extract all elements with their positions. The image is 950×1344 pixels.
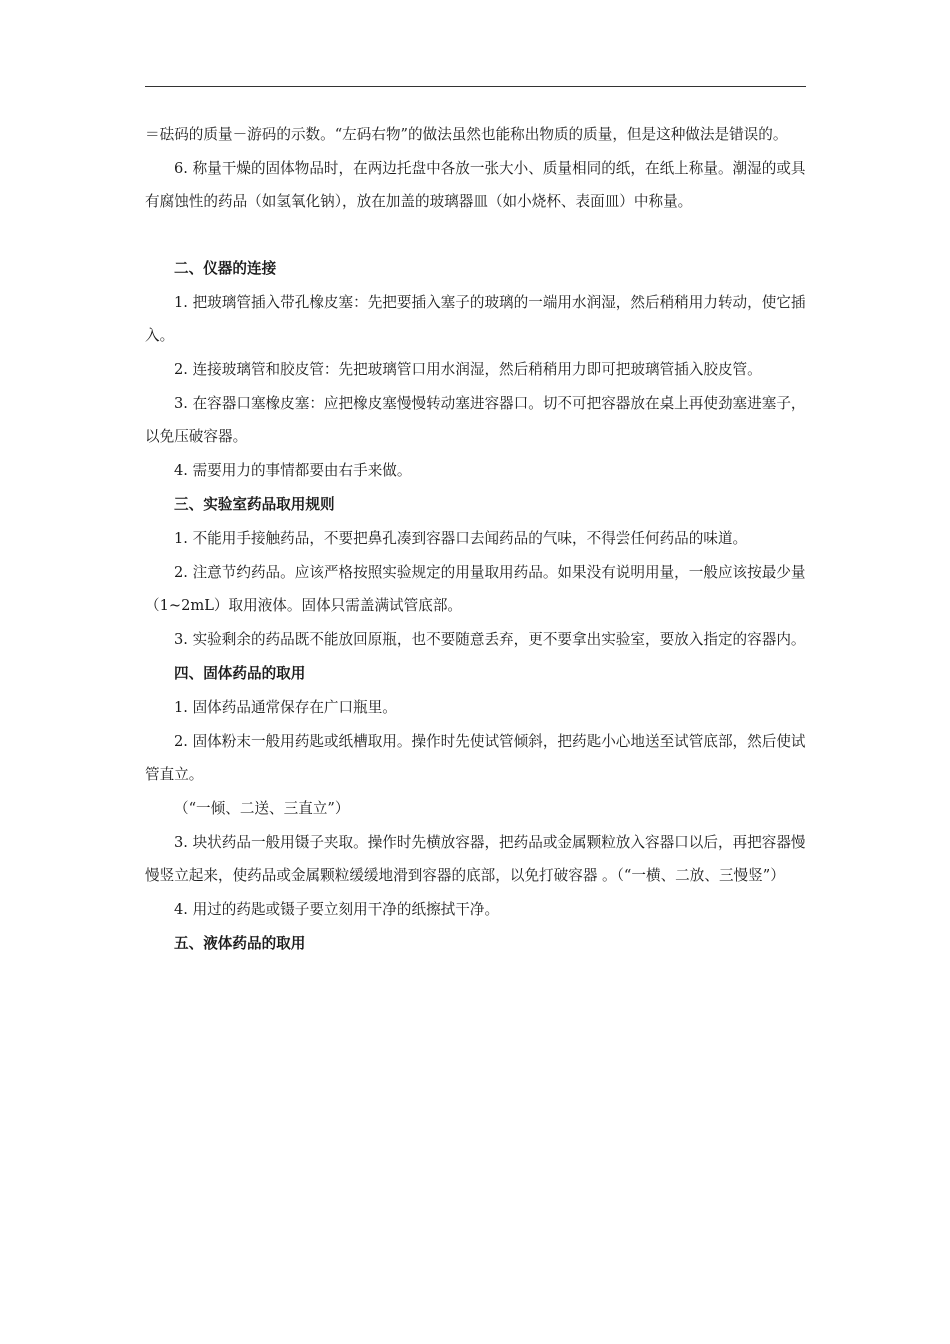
list-item: 2. 连接玻璃管和胶皮管：先把玻璃管口用水润湿，然后稍稍用力即可把玻璃管插入胶皮管。 — [174, 361, 762, 378]
header-rule — [145, 86, 806, 87]
list-item: 3. 实验剩余的药品既不能放回原瓶，也不要随意丢弃，更不要拿出实验室，要放入指定的容器内。 — [174, 631, 806, 648]
spacer — [145, 219, 807, 252]
list-item: 1. 不能用手接触药品，不要把鼻孔凑到容器口去闻药品的气味，不得尝任何药品的味道。 — [174, 530, 748, 547]
section-heading-solid-reagents: 四、固体药品的取用 — [174, 665, 306, 682]
list-item: 1. 固体药品通常保存在广口瓶里。 — [174, 699, 397, 716]
section-heading-instrument-connection: 二、仪器的连接 — [174, 260, 277, 277]
section-heading-reagent-rules: 三、实验室药品取用规则 — [174, 496, 335, 513]
section-heading-liquid-reagents: 五、液体药品的取用 — [174, 935, 306, 952]
document-body — [145, 118, 807, 961]
list-item: 2. 注意节约药品。应该严格按照实验规定的用量取用药品。如果没有说明用量，一般应该按最少量（1~2mL）取用液体。固体只需盖满试管底部。 — [145, 564, 806, 614]
list-item: 3. 块状药品一般用镊子夹取。操作时先横放容器，把药品或金属颗粒放入容器口以后，再把容器慢慢竖立起来，使药品或金属颗粒缓缓地滑到容器的底部，以免打破容器 。（“一横、二放、三慢竖”） — [145, 834, 806, 884]
paragraph-weighing-dry: 6. 称量干燥的固体物品时，在两边托盘中各放一张大小、质量相同的纸，在纸上称量。潮湿的或具有腐蚀性的药品（如氢氧化钠），放在加盖的玻璃器皿（如小烧杯、表面皿）中称量。 — [145, 160, 806, 210]
list-item: 1. 把玻璃管插入带孔橡皮塞：先把要插入塞子的玻璃的一端用水润湿，然后稍稍用力转动，使它插入。 — [145, 294, 806, 344]
list-item: 2. 固体粉末一般用药匙或纸槽取用。操作时先使试管倾斜，把药匙小心地送至试管底部，然后使试管直立。 — [145, 733, 806, 783]
list-item: 4. 用过的药匙或镊子要立刻用干净的纸擦拭干净。 — [174, 901, 500, 918]
list-item: 4. 需要用力的事情都要由右手来做。 — [174, 462, 412, 479]
list-item: 3. 在容器口塞橡皮塞：应把橡皮塞慢慢转动塞进容器口。切不可把容器放在桌上再使劲塞进塞子，以免压破容器。 — [145, 395, 806, 445]
mnemonic-note: （“一倾、二送、三直立”） — [174, 800, 350, 817]
paragraph-balance-error: ＝砝码的质量－游码的示数。“左码右物”的做法虽然也能称出物质的质量，但是这种做法是错误的。 — [145, 126, 788, 143]
